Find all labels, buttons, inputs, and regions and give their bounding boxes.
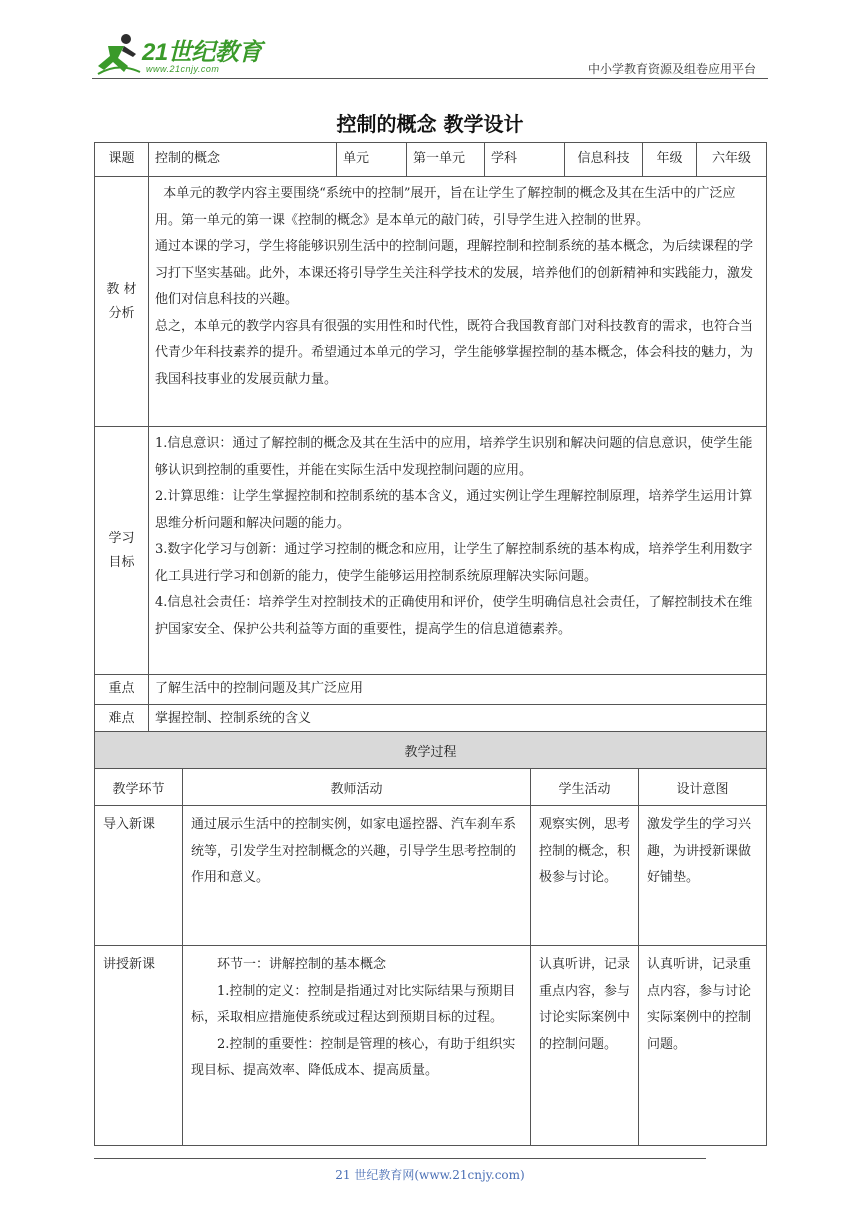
grade-label: 年级 bbox=[643, 143, 697, 177]
analysis-paragraph: 通过本课的学习，学生将能够识别生活中的控制问题，理解控制和控制系统的基本概念，为后续课程的学习打下坚实基础。此外，本课还将引导学生关注科学技术的发展，培养他们的创新精神和实践能力，激发他们对信息科技的兴趣。 bbox=[155, 239, 754, 307]
student-cell: 观察实例，思考控制的概念，积极参与讨论。 bbox=[531, 806, 639, 946]
column-header: 教师活动 bbox=[183, 769, 531, 806]
objective-item: 1.信息意识：通过了解控制的概念及其在生活中的应用，培养学生识别和解决问题的信息意识，使学生能够认识到控制的重要性，并能在实际生活中发现控制问题的应用。 bbox=[155, 436, 753, 478]
intent-cell: 认真听讲，记录重点内容，参与讨论实际案例中的控制问题。 bbox=[639, 946, 767, 1146]
key-point-label: 重点 bbox=[95, 675, 149, 705]
stage-cell: 导入新课 bbox=[95, 806, 183, 946]
analysis-label: 教 材 分析 bbox=[95, 177, 149, 427]
teacher-paragraph: 1.控制的定义：控制是指通过对比实际结果与预期目标，采取相应措施使系统或过程达到预期目标的过程。 bbox=[191, 983, 516, 1025]
lesson-info-table bbox=[94, 142, 767, 734]
column-header: 学生活动 bbox=[531, 769, 639, 806]
unit-value: 第一单元 bbox=[407, 143, 485, 177]
logo-text: 21世纪教育 bbox=[142, 39, 262, 66]
runner-icon bbox=[96, 32, 142, 76]
teacher-paragraph: 环节一：讲解控制的基本概念 bbox=[217, 957, 387, 972]
objective-item: 2.计算思维：让学生掌握控制和控制系统的基本含义，通过实例让学生理解控制原理，培养学生运用计算思维分析问题和解决问题的能力。 bbox=[155, 489, 753, 531]
difficulty-value: 掌握控制、控制系统的含义 bbox=[149, 705, 767, 734]
analysis-paragraph: 本单元的教学内容主要围绕“系统中的控制”展开，旨在让学生了解控制的概念及其在生活中的广泛应用。第一单元的第一课《控制的概念》是本单元的敲门砖，引导学生进入控制的世界。 bbox=[155, 186, 736, 228]
intent-cell: 激发学生的学习兴趣，为讲授新课做好铺垫。 bbox=[639, 806, 767, 946]
logo-url: www.21cnjy.com bbox=[146, 64, 220, 74]
info-row bbox=[95, 143, 767, 177]
unit-label: 单元 bbox=[337, 143, 407, 177]
teacher-cell bbox=[183, 946, 531, 1146]
stage-cell: 讲授新课 bbox=[95, 946, 183, 1146]
platform-name: 中小学教育资源及组卷应用平台 bbox=[587, 62, 756, 76]
column-header: 设计意图 bbox=[639, 769, 767, 806]
subject-label: 学科 bbox=[485, 143, 565, 177]
analysis-row bbox=[95, 177, 767, 427]
table-row bbox=[95, 946, 767, 1146]
header-divider bbox=[92, 78, 768, 79]
key-point-row bbox=[95, 675, 767, 705]
student-cell: 认真听讲，记录重点内容，参与讨论实际案例中的控制问题。 bbox=[531, 946, 639, 1146]
document-title: 控制的概念 教学设计 bbox=[336, 112, 524, 136]
topic-label: 课题 bbox=[95, 143, 149, 177]
process-column-headers bbox=[95, 769, 767, 806]
process-title: 教学过程 bbox=[95, 732, 767, 769]
footer-link[interactable]: 21 世纪教育网(www.21cnjy.com) bbox=[335, 1168, 525, 1182]
objectives-label: 学习 目标 bbox=[95, 427, 149, 675]
difficulty-label: 难点 bbox=[95, 705, 149, 734]
grade-value: 六年级 bbox=[697, 143, 767, 177]
table-row bbox=[95, 806, 767, 946]
analysis-paragraph: 总之，本单元的教学内容具有很强的实用性和时代性，既符合我国教育部门对科技教育的需求，也符合当代青少年科技素养的提升。希望通过本单元的学习，学生能够掌握控制的基本概念，体会科技的魅力，为我国科技事业的发展贡献力量。 bbox=[155, 318, 754, 387]
subject-value: 信息科技 bbox=[565, 143, 643, 177]
topic-value: 控制的概念 bbox=[149, 143, 337, 177]
brand-logo[interactable] bbox=[92, 30, 292, 80]
objective-item: 3.数字化学习与创新：通过学习控制的概念和应用，让学生了解控制系统的基本构成，培养学生利用数字化工具进行学习和创新的能力，使学生能够运用控制系统原理解决实际问题。 bbox=[155, 542, 753, 584]
analysis-content bbox=[149, 177, 767, 427]
teacher-cell bbox=[183, 806, 531, 946]
objectives-row bbox=[95, 427, 767, 675]
footer-divider bbox=[94, 1158, 706, 1159]
objective-item: 4.信息社会责任：培养学生对控制技术的正确使用和评价，使学生明确信息社会责任，了解控制技术在维护国家安全、保护公共利益等方面的重要性，提高学生的信息道德素养。 bbox=[155, 595, 753, 637]
teacher-paragraph: 通过展示生活中的控制实例，如家电遥控器、汽车刹车系统等，引发学生对控制概念的兴趣，引导学生思考控制的作用和意义。 bbox=[191, 817, 517, 885]
teacher-paragraph: 2.控制的重要性：控制是管理的核心，有助于组织实现目标、提高效率、降低成本、提高质量。 bbox=[191, 1036, 516, 1078]
process-title-row bbox=[95, 732, 767, 769]
key-point-value: 了解生活中的控制问题及其广泛应用 bbox=[149, 675, 767, 705]
page-header bbox=[0, 0, 860, 90]
difficulty-row bbox=[95, 705, 767, 734]
objectives-content bbox=[149, 427, 767, 675]
teaching-process-table bbox=[94, 731, 767, 1146]
column-header: 教学环节 bbox=[95, 769, 183, 806]
